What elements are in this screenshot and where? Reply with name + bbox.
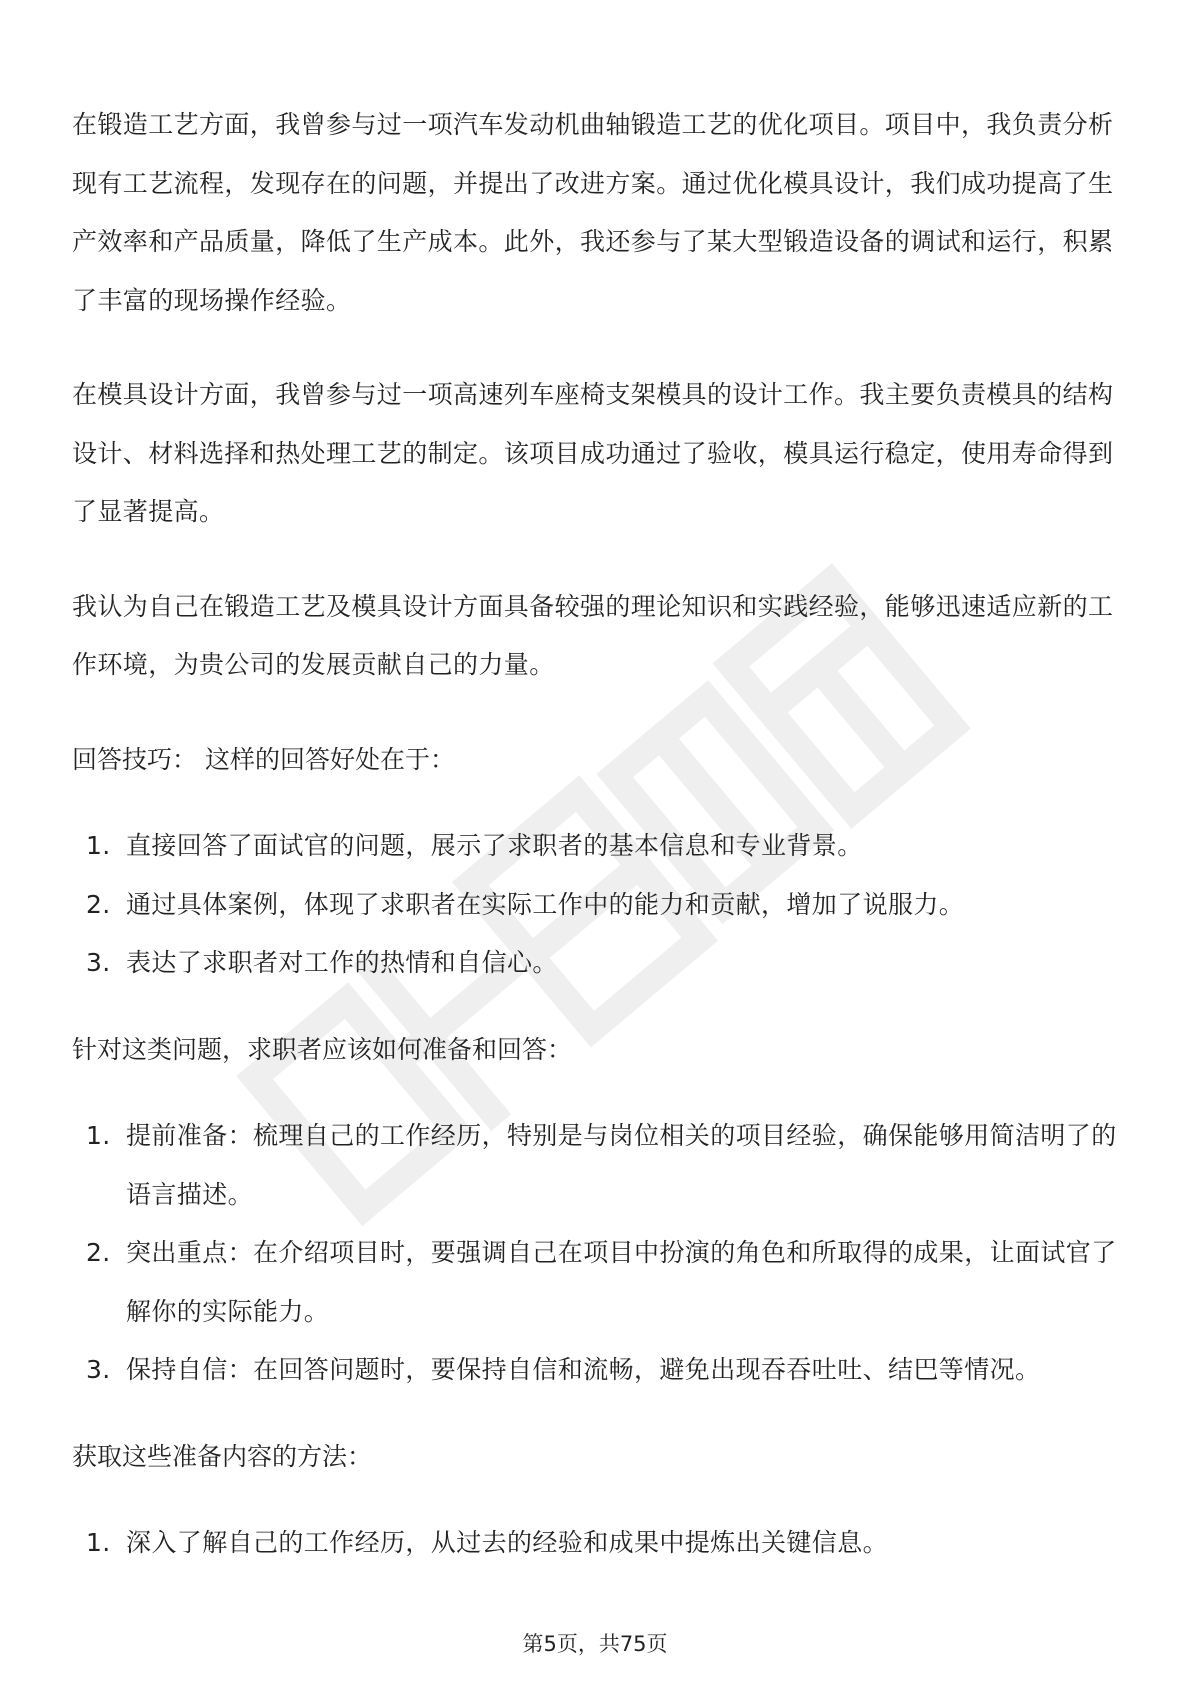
methods-label: 获取这些准备内容的方法： <box>72 1441 373 1471</box>
list-item: 1. 深入了解自己的工作经历，从过去的经验和成果中提炼出关键信息。 <box>86 1528 889 1557</box>
prepare-list <box>72 1107 1122 1400</box>
list-item: 2. 通过具体案例，体现了求职者在实际工作中的能力和贡献，增加了说服力。 <box>86 889 965 919</box>
methods-list <box>72 1514 1122 1573</box>
tips-label: 回答技巧： 这样的回答好处在于： <box>72 744 455 774</box>
list-item: 3. 保持自信：在回答问题时，要保持自信和流畅，避免出现吞吞吐吐、结巴等情况。 <box>86 1355 1041 1384</box>
tips-list <box>72 817 1122 993</box>
list-item: 1. 直接回答了面试官的问题，展示了求职者的基本信息和专业背景。 <box>86 831 863 860</box>
paragraph-forging: 在锻造工艺方面，我曾参与过一项汽车发动机曲轴锻造工艺的优化项目。项目中，我负责分析现有工艺流程，发现存在的问题，并提出了改进方案。通过优化模具设计，我们成功提高了生产效率和产品质量，降低了生产成本。此外，我还参与了某大型锻造设备的调试和运行，积累了丰富的现场操作经验。 <box>72 110 1114 315</box>
paragraph-mold-design: 在模具设计方面，我曾参与过一项高速列车座椅支架模具的设计工作。我主要负责模具的结构设计、材料选择和热处理工艺的制定。该项目成功通过了验收，模具运行稳定，使用寿命得到了显著提高。 <box>72 380 1114 526</box>
list-item: 3. 表达了求职者对工作的热情和自信心。 <box>86 948 558 977</box>
prepare-label: 针对这类问题，求职者应该如何准备和回答： <box>72 1034 573 1064</box>
document-content <box>72 96 1122 1601</box>
list-item: 2. 突出重点：在介绍项目时，要强调自己在项目中扮演的角色和所取得的成果，让面试官了解你的实际能力。 <box>86 1238 1117 1326</box>
paragraph-summary: 我认为自己在锻造工艺及模具设计方面具备较强的理论知识和实践经验，能够迅速适应新的工作环境，为贵公司的发展贡献自己的力量。 <box>72 591 1114 679</box>
list-item: 1. 提前准备：梳理自己的工作经历，特别是与岗位相关的项目经验，确保能够用简洁明了的语言描述。 <box>86 1121 1117 1209</box>
page-number: 第5页，共75页 <box>522 1632 668 1656</box>
